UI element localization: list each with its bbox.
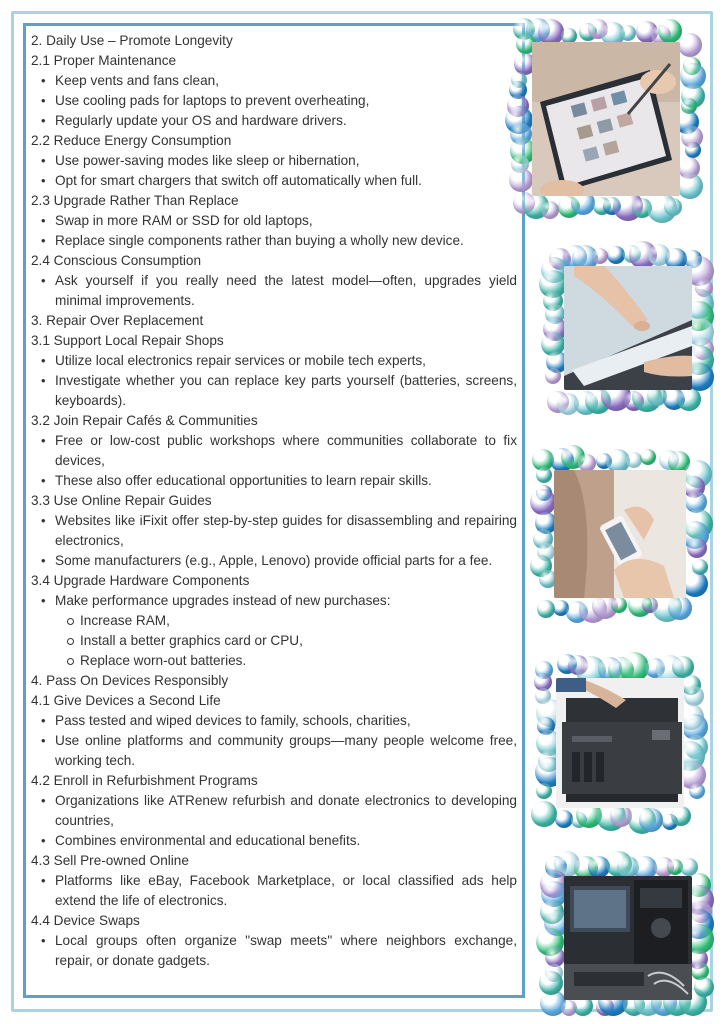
decorative-bubble bbox=[694, 977, 714, 997]
section-heading: 2. Daily Use – Promote Longevity bbox=[31, 33, 233, 48]
list-item: • Free or low-cost public workshops where communities collaborate to fix devices, bbox=[31, 431, 517, 471]
decorative-bubble bbox=[545, 368, 561, 384]
touchscreen-hand-photo bbox=[564, 266, 692, 390]
decorative-bubble bbox=[541, 201, 559, 219]
bullet-list bbox=[31, 591, 517, 611]
list-item: • Use cooling pads for laptops to prevent overheating, bbox=[31, 91, 517, 111]
nested-list-item: Increase RAM, bbox=[31, 611, 517, 631]
list-item: • Platforms like eBay, Facebook Marketplace, or local classified ads help extend the life of electronics. bbox=[31, 871, 517, 911]
tablet-stylus-photo bbox=[532, 42, 680, 196]
phone-in-bed-photo bbox=[554, 470, 686, 598]
subsection-heading: 3.3 Use Online Repair Guides bbox=[31, 493, 212, 508]
decorative-bubble bbox=[592, 248, 608, 264]
bullet-list bbox=[31, 431, 517, 491]
decorative-bubble bbox=[668, 596, 692, 620]
list-item: • Utilize local electronics repair services or mobile tech experts, bbox=[31, 351, 517, 371]
decorative-bubble bbox=[687, 538, 707, 558]
photo-cluster-printer bbox=[520, 644, 714, 834]
list-item: • Swap in more RAM or SSD for old laptops, bbox=[31, 211, 517, 231]
decorative-bubble bbox=[640, 449, 656, 465]
decorative-bubble bbox=[684, 686, 704, 706]
list-item: • These also offer educational opportunities to learn repair skills. bbox=[31, 471, 517, 491]
subsection-heading: 4.1 Give Devices a Second Life bbox=[31, 693, 221, 708]
list-item: • Ask yourself if you really need the latest model—often, upgrades yield minimal improvements. bbox=[31, 271, 517, 311]
section-heading: 4. Pass On Devices Responsibly bbox=[31, 673, 229, 688]
list-item: • Keep vents and fans clean, bbox=[31, 71, 517, 91]
document-body bbox=[31, 31, 517, 971]
subsection-heading: 2.4 Conscious Consumption bbox=[31, 253, 202, 268]
decorative-bubble bbox=[531, 801, 557, 827]
photo-cluster-touchscreen bbox=[530, 236, 714, 420]
decorative-bubble bbox=[671, 806, 691, 826]
decorative-bubble bbox=[685, 142, 701, 158]
bullet-list bbox=[31, 711, 517, 771]
bullet-list bbox=[31, 211, 517, 251]
list-item: • Pass tested and wiped devices to family, schools, charities, bbox=[31, 711, 517, 731]
bullet-list bbox=[31, 151, 517, 191]
subsection-heading: 2.3 Upgrade Rather Than Replace bbox=[31, 193, 239, 208]
subsection-heading: 2.1 Proper Maintenance bbox=[31, 53, 177, 68]
nested-list bbox=[31, 611, 517, 671]
decorative-bubble bbox=[536, 783, 552, 799]
decorative-bubble bbox=[678, 33, 702, 57]
subsection-heading: 4.4 Device Swaps bbox=[31, 913, 140, 928]
decorative-bubble bbox=[509, 168, 533, 192]
subsection-heading: 2.2 Reduce Energy Consumption bbox=[31, 133, 232, 148]
decorative-bubble bbox=[611, 597, 627, 613]
bullet-list bbox=[31, 511, 517, 571]
workstation-photo bbox=[564, 876, 692, 1000]
subsection-heading: 3.2 Join Repair Cafés & Communities bbox=[31, 413, 258, 428]
decorative-bubble bbox=[677, 173, 703, 199]
list-item: • Make performance upgrades instead of new purchases: bbox=[31, 591, 517, 611]
list-item: • Organizations like ATRenew refurbish and donate electronics to developing countries, bbox=[31, 791, 517, 831]
decorative-bubble bbox=[689, 783, 705, 799]
decorative-bubble bbox=[536, 467, 552, 483]
list-item: • Use power-saving modes like sleep or hibernation, bbox=[31, 151, 517, 171]
decorative-bubble bbox=[682, 571, 708, 597]
list-item: • Some manufacturers (e.g., Apple, Lenovo) provide official parts for a fee. bbox=[31, 551, 517, 571]
nested-list-item: Install a better graphics card or CPU, bbox=[31, 631, 517, 651]
photo-cluster-tablet bbox=[502, 8, 714, 226]
photo-cluster-workstation bbox=[530, 846, 714, 1016]
subsection-heading: 4.3 Sell Pre-owned Online bbox=[31, 853, 189, 868]
list-item: • Use online platforms and community groups—many people welcome free, working tech. bbox=[31, 731, 517, 771]
printer-photo bbox=[556, 678, 684, 808]
bullet-list bbox=[31, 271, 517, 311]
list-item: • Opt for smart chargers that switch off automatically when full. bbox=[31, 171, 517, 191]
decorative-bubble bbox=[555, 810, 573, 828]
bullet-list bbox=[31, 351, 517, 411]
subsection-heading: 3.1 Support Local Repair Shops bbox=[31, 333, 224, 348]
section-heading: 3. Repair Over Replacement bbox=[31, 313, 204, 328]
subsection-heading: 4.2 Enroll in Refurbishment Programs bbox=[31, 773, 258, 788]
bullet-list bbox=[31, 791, 517, 851]
list-item: • Regularly update your OS and hardware drivers. bbox=[31, 111, 517, 131]
bullet-list bbox=[31, 71, 517, 131]
list-item: • Replace single components rather than buying a wholly new device. bbox=[31, 231, 517, 251]
nested-list-item: Replace worn-out batteries. bbox=[31, 651, 517, 671]
list-item: • Local groups often organize "swap meets" where neighbors exchange, repair, or donate gadgets. bbox=[31, 931, 517, 971]
decorative-bubble bbox=[620, 25, 636, 41]
bullet-list bbox=[31, 871, 517, 911]
list-item: • Websites like iFixit offer step-by-step guides for disassembling and repairing electronics, bbox=[31, 511, 517, 551]
photo-cluster-phone bbox=[516, 432, 714, 630]
list-item: • Investigate whether you can replace key parts yourself (batteries, screens, keyboards). bbox=[31, 371, 517, 411]
bullet-list bbox=[31, 931, 517, 971]
decorative-bubble bbox=[639, 808, 663, 832]
list-item: • Combines environmental and educational benefits. bbox=[31, 831, 517, 851]
decorative-bubble bbox=[664, 198, 682, 216]
subsection-heading: 3.4 Upgrade Hardware Components bbox=[31, 573, 250, 588]
